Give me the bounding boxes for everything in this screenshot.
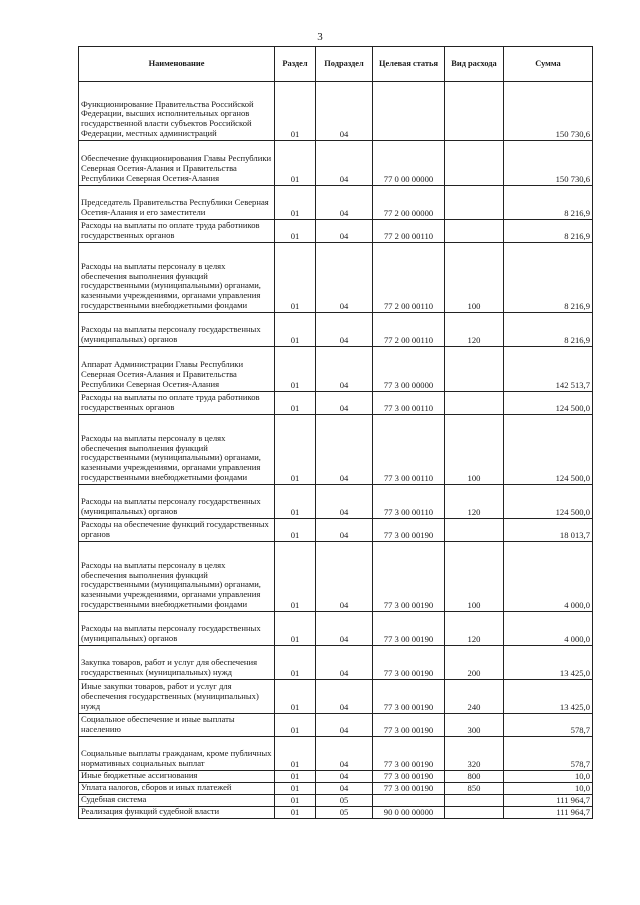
table-row: [79, 783, 593, 795]
cell-expense-type: 800: [445, 771, 504, 783]
table-row: [79, 771, 593, 783]
cell-sum: 8 216,9: [504, 313, 593, 347]
cell-expense-type: 100: [445, 243, 504, 313]
cell-target-article: 77 3 00 00190: [373, 542, 445, 612]
cell-target-article: 77 3 00 00190: [373, 612, 445, 646]
table-row: [79, 542, 593, 612]
cell-sum: 578,7: [504, 737, 593, 771]
cell-target-article: 77 2 00 00110: [373, 220, 445, 243]
table-row: [79, 519, 593, 542]
cell-expense-type: 320: [445, 737, 504, 771]
cell-expense-type: 100: [445, 542, 504, 612]
cell-expense-type: 850: [445, 783, 504, 795]
cell-target-article: [373, 795, 445, 807]
cell-razdel: 01: [275, 313, 316, 347]
cell-sum: 578,7: [504, 714, 593, 737]
cell-name: Расходы на выплаты по оплате труда работников государственных органов: [79, 392, 275, 415]
cell-target-article: 77 3 00 00190: [373, 646, 445, 680]
cell-podrazdel: 04: [316, 82, 373, 141]
cell-podrazdel: 04: [316, 392, 373, 415]
cell-sum: 10,0: [504, 783, 593, 795]
header-target-article: Целевая статья: [373, 47, 445, 82]
cell-razdel: 01: [275, 714, 316, 737]
table-row: [79, 313, 593, 347]
cell-expense-type: 120: [445, 612, 504, 646]
cell-target-article: 77 2 00 00000: [373, 186, 445, 220]
cell-target-article: 77 3 00 00110: [373, 392, 445, 415]
cell-target-article: 77 3 00 00190: [373, 783, 445, 795]
cell-razdel: 01: [275, 783, 316, 795]
table-row: [79, 243, 593, 313]
table-row: [79, 612, 593, 646]
cell-target-article: 77 3 00 00000: [373, 347, 445, 392]
table-row: [79, 646, 593, 680]
cell-razdel: 01: [275, 680, 316, 714]
cell-expense-type: [445, 186, 504, 220]
cell-sum: 8 216,9: [504, 243, 593, 313]
cell-podrazdel: 04: [316, 612, 373, 646]
cell-podrazdel: 04: [316, 243, 373, 313]
cell-podrazdel: 04: [316, 186, 373, 220]
cell-expense-type: 120: [445, 485, 504, 519]
header-razdel: Раздел: [275, 47, 316, 82]
cell-sum: 124 500,0: [504, 392, 593, 415]
cell-name: Реализация функций судебной власти: [79, 807, 275, 819]
cell-expense-type: [445, 82, 504, 141]
cell-sum: 111 964,7: [504, 795, 593, 807]
header-name: Наименование: [79, 47, 275, 82]
table-row: [79, 680, 593, 714]
cell-razdel: 01: [275, 392, 316, 415]
cell-razdel: 01: [275, 646, 316, 680]
cell-podrazdel: 05: [316, 807, 373, 819]
table-row: [79, 186, 593, 220]
cell-expense-type: [445, 220, 504, 243]
cell-sum: 124 500,0: [504, 415, 593, 485]
cell-expense-type: 300: [445, 714, 504, 737]
cell-expense-type: 200: [445, 646, 504, 680]
table-row: [79, 485, 593, 519]
cell-name: Уплата налогов, сборов и иных платежей: [79, 783, 275, 795]
cell-podrazdel: 04: [316, 347, 373, 392]
cell-name: Социальное обеспечение и иные выплаты населению: [79, 714, 275, 737]
cell-podrazdel: 04: [316, 714, 373, 737]
cell-target-article: [373, 82, 445, 141]
table-row: [79, 807, 593, 819]
cell-sum: 18 013,7: [504, 519, 593, 542]
cell-razdel: 01: [275, 542, 316, 612]
cell-name: Функционирование Правительства Российской Федерации, высших исполнительных органов государственной власти субъектов Российской Федерации, местных администраций: [79, 82, 275, 141]
table-row: [79, 220, 593, 243]
cell-razdel: 01: [275, 141, 316, 186]
cell-expense-type: [445, 807, 504, 819]
cell-podrazdel: 04: [316, 220, 373, 243]
cell-sum: 10,0: [504, 771, 593, 783]
page-number: 3: [317, 31, 323, 43]
cell-name: Обеспечение функционирования Главы Республики Северная Осетия-Алания и Правительства Республики Северная Осетия-Алания: [79, 141, 275, 186]
cell-name: Иные бюджетные ассигнования: [79, 771, 275, 783]
cell-podrazdel: 05: [316, 795, 373, 807]
cell-razdel: 01: [275, 347, 316, 392]
cell-sum: 4 000,0: [504, 612, 593, 646]
cell-podrazdel: 04: [316, 771, 373, 783]
cell-target-article: 77 2 00 00110: [373, 243, 445, 313]
table-row: [79, 347, 593, 392]
budget-table: [78, 46, 593, 819]
cell-sum: 13 425,0: [504, 646, 593, 680]
cell-target-article: 77 2 00 00110: [373, 313, 445, 347]
cell-razdel: 01: [275, 82, 316, 141]
cell-target-article: 77 3 00 00190: [373, 519, 445, 542]
cell-sum: 4 000,0: [504, 542, 593, 612]
cell-name: Расходы на выплаты персоналу государственных (муниципальных) органов: [79, 313, 275, 347]
cell-expense-type: 240: [445, 680, 504, 714]
cell-razdel: 01: [275, 485, 316, 519]
cell-name: Судебная система: [79, 795, 275, 807]
table-row: [79, 795, 593, 807]
cell-expense-type: 120: [445, 313, 504, 347]
table-row: [79, 392, 593, 415]
cell-expense-type: [445, 141, 504, 186]
table-row: [79, 714, 593, 737]
cell-razdel: 01: [275, 519, 316, 542]
cell-expense-type: [445, 347, 504, 392]
cell-sum: 150 730,6: [504, 141, 593, 186]
cell-razdel: 01: [275, 243, 316, 313]
cell-podrazdel: 04: [316, 519, 373, 542]
cell-name: Аппарат Администрации Главы Республики Северная Осетия-Алания и Правительства Республики Северная Осетия-Алания: [79, 347, 275, 392]
cell-podrazdel: 04: [316, 313, 373, 347]
cell-podrazdel: 04: [316, 141, 373, 186]
cell-target-article: 77 3 00 00190: [373, 714, 445, 737]
cell-target-article: 77 3 00 00110: [373, 415, 445, 485]
header-podrazdel: Подраздел: [316, 47, 373, 82]
cell-razdel: 01: [275, 612, 316, 646]
cell-razdel: 01: [275, 795, 316, 807]
cell-name: Расходы на обеспечение функций государственных органов: [79, 519, 275, 542]
table-row: [79, 415, 593, 485]
cell-name: Расходы на выплаты по оплате труда работников государственных органов: [79, 220, 275, 243]
cell-target-article: 77 3 00 00190: [373, 737, 445, 771]
cell-expense-type: [445, 795, 504, 807]
cell-podrazdel: 04: [316, 680, 373, 714]
cell-sum: 124 500,0: [504, 485, 593, 519]
cell-podrazdel: 04: [316, 783, 373, 795]
header-sum: Сумма: [504, 47, 593, 82]
cell-sum: 150 730,6: [504, 82, 593, 141]
cell-razdel: 01: [275, 220, 316, 243]
cell-expense-type: [445, 392, 504, 415]
cell-target-article: 77 3 00 00190: [373, 771, 445, 783]
cell-target-article: 77 3 00 00190: [373, 680, 445, 714]
cell-target-article: 90 0 00 00000: [373, 807, 445, 819]
cell-name: Расходы на выплаты персоналу государственных (муниципальных) органов: [79, 485, 275, 519]
cell-sum: 13 425,0: [504, 680, 593, 714]
cell-podrazdel: 04: [316, 737, 373, 771]
header-expense-type: Вид расхода: [445, 47, 504, 82]
cell-podrazdel: 04: [316, 646, 373, 680]
cell-expense-type: 100: [445, 415, 504, 485]
cell-name: Расходы на выплаты персоналу в целях обеспечения выполнения функций государственными (муниципальными) органами, казенными учреждениями, органами управления государственными внебюджетными фондами: [79, 542, 275, 612]
cell-razdel: 01: [275, 807, 316, 819]
cell-name: Председатель Правительства Республики Северная Осетия-Алания и его заместители: [79, 186, 275, 220]
cell-name: Иные закупки товаров, работ и услуг для обеспечения государственных (муниципальных) нужд: [79, 680, 275, 714]
cell-target-article: 77 3 00 00110: [373, 485, 445, 519]
cell-target-article: 77 0 00 00000: [373, 141, 445, 186]
table-header-row: [79, 47, 593, 82]
cell-razdel: 01: [275, 186, 316, 220]
cell-sum: 142 513,7: [504, 347, 593, 392]
table-row: [79, 141, 593, 186]
cell-expense-type: [445, 519, 504, 542]
cell-sum: 8 216,9: [504, 186, 593, 220]
cell-razdel: 01: [275, 415, 316, 485]
cell-sum: 8 216,9: [504, 220, 593, 243]
cell-podrazdel: 04: [316, 542, 373, 612]
cell-name: Закупка товаров, работ и услуг для обеспечения государственных (муниципальных) нужд: [79, 646, 275, 680]
cell-podrazdel: 04: [316, 415, 373, 485]
cell-name: Расходы на выплаты персоналу в целях обеспечения выполнения функций государственными (муниципальными) органами, казенными учреждениями, органами управления государственными внебюджетными фондами: [79, 415, 275, 485]
cell-name: Расходы на выплаты персоналу государственных (муниципальных) органов: [79, 612, 275, 646]
cell-sum: 111 964,7: [504, 807, 593, 819]
table-row: [79, 737, 593, 771]
cell-name: Социальные выплаты гражданам, кроме публичных нормативных социальных выплат: [79, 737, 275, 771]
table-row: [79, 82, 593, 141]
cell-razdel: 01: [275, 771, 316, 783]
cell-podrazdel: 04: [316, 485, 373, 519]
cell-razdel: 01: [275, 737, 316, 771]
cell-name: Расходы на выплаты персоналу в целях обеспечения выполнения функций государственными (муниципальными) органами, казенными учреждениями, органами управления государственными внебюджетными фондами: [79, 243, 275, 313]
